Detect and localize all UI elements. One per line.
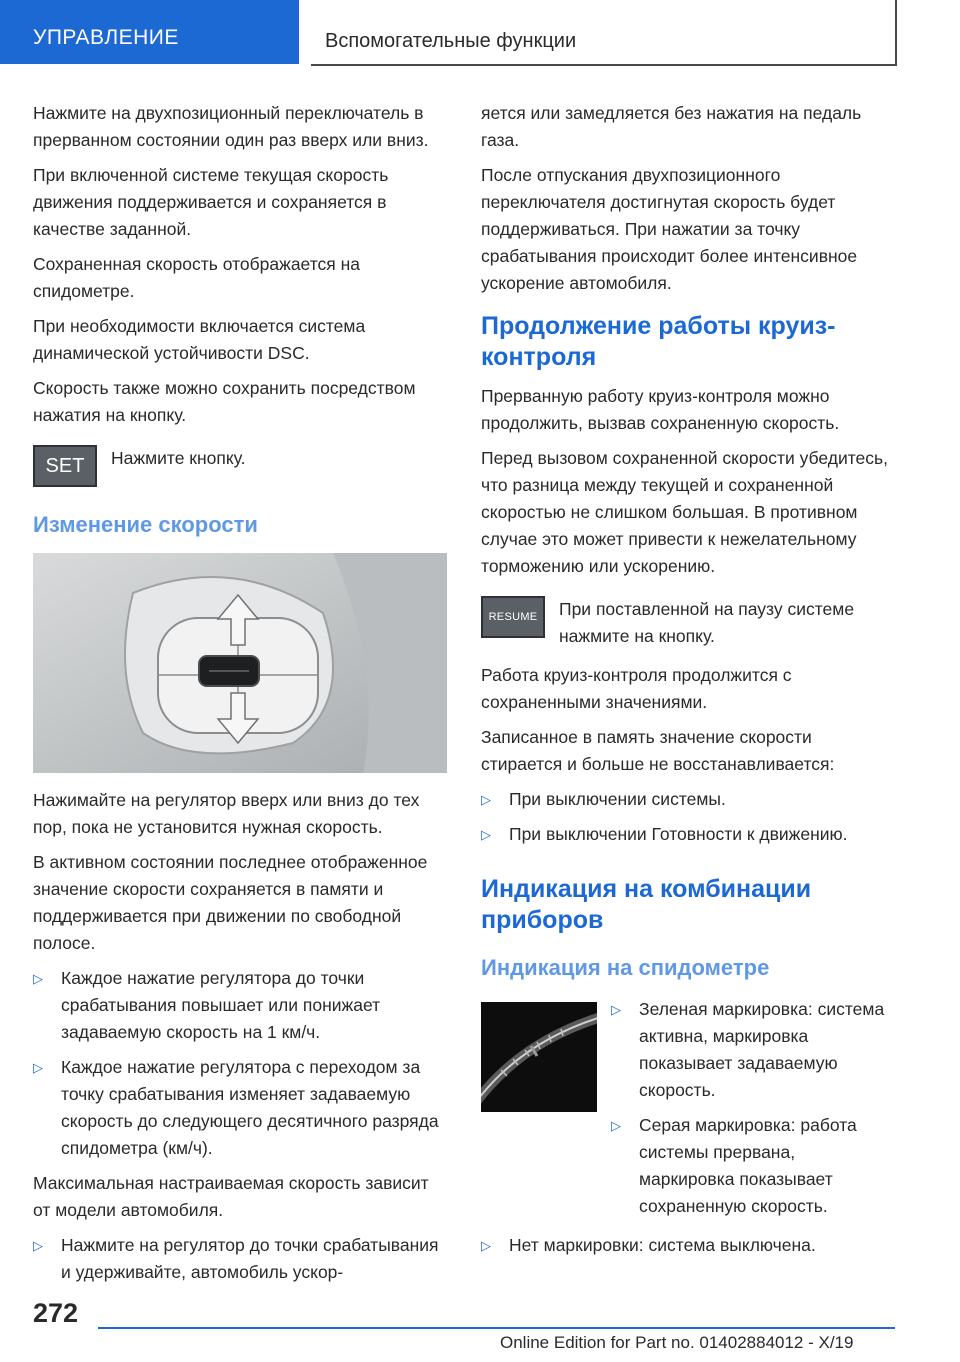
paragraph: При включенной системе текущая скорость движения поддерживается и сохраняется в качестве заданной. (33, 165, 389, 239)
paragraph: Перед вызовом сохраненной скорости убедитесь, что разница между текущей и сохраненной скоростью не слишком большая. В противном случае это может привести к нежелательному торможению или ускорению. (481, 448, 889, 576)
section-header-tab (0, 0, 299, 64)
triangle-bullet-icon: ▷ (481, 827, 491, 842)
resume-button-instruction (481, 596, 895, 650)
heading-change-speed: Изменение скорости (33, 512, 258, 537)
footer-edition: Online Edition for Part no. 01402884012 - X/19 (500, 1333, 854, 1352)
list-item: ▷ При выключении Готовности к движению. (481, 821, 895, 848)
triangle-bullet-icon: ▷ (33, 971, 43, 986)
set-button-icon: SET (33, 445, 97, 487)
list-item: ▷ Каждое нажатие регулятора до точки срабатывания повышает или понижает задаваемую скорость на 1 км/ч. (33, 965, 447, 1046)
triangle-bullet-icon: ▷ (611, 1118, 621, 1133)
paragraph: Прерванную работу круиз-контроля можно продолжить, вызвав сохраненную скорость. (481, 386, 840, 433)
left-column (33, 100, 447, 1294)
set-button-instruction (33, 445, 447, 487)
triangle-bullet-icon: ▷ (481, 1238, 491, 1253)
steering-wheel-control-figure (33, 553, 447, 773)
list-item: ▷ Нет маркировки: система выключена. (481, 1232, 895, 1259)
triangle-bullet-icon: ▷ (33, 1238, 43, 1253)
list-item: ▷ Нажмите на регулятор до точки срабатывания и удерживайте, автомобиль ускор- (33, 1232, 447, 1286)
paragraph: При необходимости включается система динамической устойчивости DSC. (33, 316, 366, 363)
paragraph: яется или замедляется без нажатия на педаль газа. (481, 103, 862, 150)
paragraph: Работа круиз-контроля продолжится с сохраненными значениями. (481, 665, 792, 712)
chapter-title: Вспомогательные функции (325, 30, 577, 52)
chapter-header (311, 0, 897, 66)
paragraph: В активном состоянии последнее отображенное значение скорости сохраняется в памяти и поддерживается при движении по свободной полосе. (33, 852, 428, 953)
triangle-bullet-icon: ▷ (611, 1002, 621, 1017)
resume-button-icon: RESUME (481, 596, 545, 638)
paragraph: Скорость также можно сохранить посредством нажатия на кнопку. (33, 378, 416, 425)
page-number: 272 (33, 1298, 79, 1328)
paragraph: После отпускания двухпозиционного переключателя достигнутая скорость будет поддерживаться. При нажатии за точку срабатывания происходит более интенсивное ускорение автомобиля. (481, 165, 858, 293)
list-item: ▷ Зеленая маркировка: система активна, маркировка показывает задаваемую скорость. (611, 996, 895, 1104)
paragraph: Записанное в память значение скорости стирается и больше не восстанавливается: (481, 727, 835, 774)
paragraph: Нажимайте на регулятор вверх или вниз до тех пор, пока не установится нужная скорость. (33, 790, 420, 837)
list-item: ▷ При выключении системы. (481, 786, 895, 813)
instruction-text: Нажмите кнопку. (111, 448, 246, 468)
speedometer-bullets (611, 996, 895, 1228)
speedometer-figure (481, 1002, 597, 1112)
section-title: УПРАВЛЕНИЕ (33, 26, 179, 49)
heading-instrument-cluster: Индикация на комбинации приборов (481, 875, 812, 934)
list-item: ▷ Серая маркировка: работа системы прервана, маркировка показывает сохраненную скорость. (611, 1112, 895, 1220)
triangle-bullet-icon: ▷ (481, 792, 491, 807)
heading-continue-cruise: Продолжение работы круиз-контроля (481, 312, 836, 371)
steering-wheel-illustration (33, 553, 447, 773)
paragraph-note: Максимальная настраиваемая скорость зависит от модели автомобиля. (33, 1173, 429, 1220)
paragraph: Нажмите на двухпозиционный переключатель в прерванном состоянии один раз вверх или вниз. (33, 103, 429, 150)
speedometer-illustration (481, 1002, 597, 1112)
paragraph: Сохраненная скорость отображается на спидометре. (33, 254, 361, 301)
list-item: ▷ Каждое нажатие регулятора с переходом за точку срабатывания изменяет задаваемую скорость до следующего десятичного разряда спидометра (км/ч). (33, 1054, 447, 1162)
footer-divider (98, 1327, 895, 1329)
speedometer-section (481, 996, 895, 1228)
triangle-bullet-icon: ▷ (33, 1060, 43, 1075)
instruction-text: При поставленной на паузу системе нажмите на кнопку. (559, 599, 855, 646)
heading-speedometer: Индикация на спидометре (481, 955, 770, 980)
right-column (481, 100, 895, 1267)
